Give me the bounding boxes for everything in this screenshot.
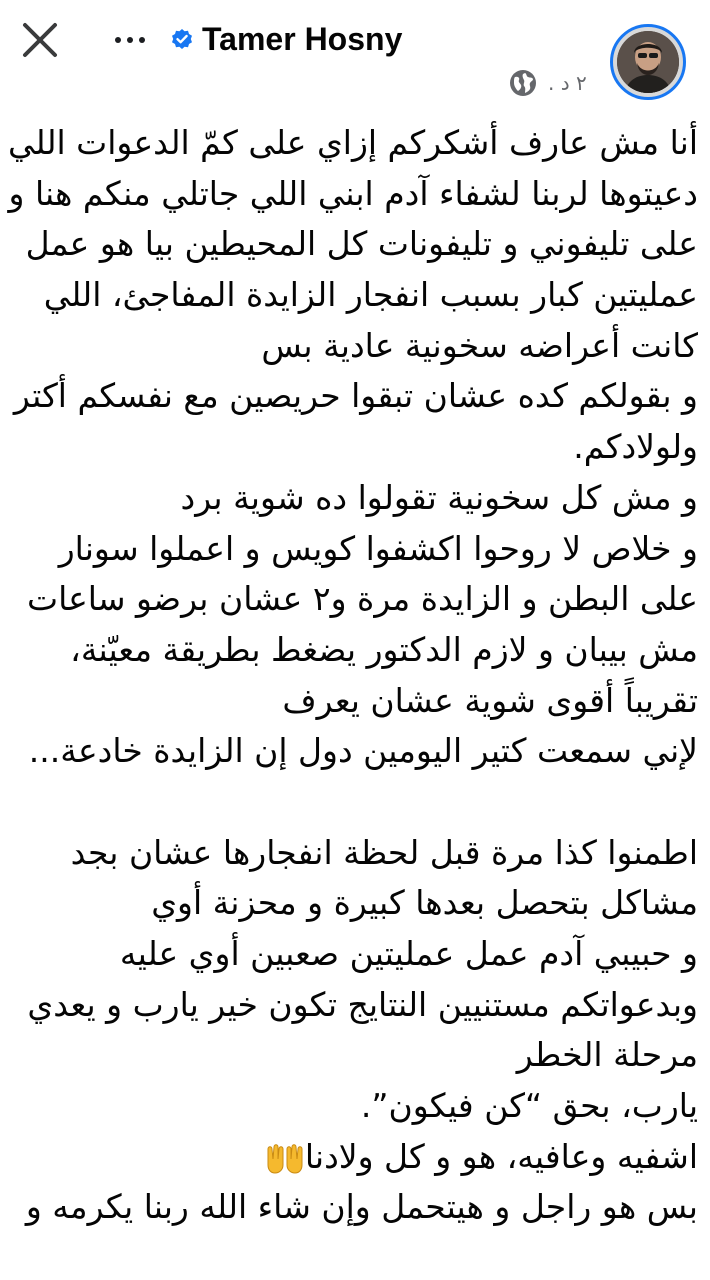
post-text-line bbox=[38, 676, 698, 727]
post-text-line-content: مشاكل بتحصل بعدها كبيرة و محزنة أوي bbox=[151, 883, 698, 923]
post-text-line-content: و حبيبي آدم عمل عمليتين صعبين أوي عليه bbox=[119, 934, 698, 973]
close-icon bbox=[20, 20, 60, 60]
post-text-line bbox=[38, 1081, 698, 1132]
post-text-line-content: و بقولكم كده عشان تبقوا حريصين مع نفسكم أكتر bbox=[13, 376, 698, 416]
verified-badge-icon bbox=[170, 27, 194, 51]
post-text-line bbox=[8, 118, 698, 169]
post-text-line bbox=[38, 777, 698, 828]
post-text-line-content: مرحلة الخطر bbox=[516, 1035, 698, 1075]
post-text-line bbox=[38, 473, 698, 524]
post-text-line bbox=[38, 878, 698, 929]
post-text-line-content: على البطن و الزايدة مرة و٢ عشان برضو ساعات bbox=[27, 579, 698, 619]
post-text-line-content: اطمنوا كذا مرة قبل لحظة انفجارها عشان بجد bbox=[70, 832, 698, 872]
post-text-line bbox=[38, 524, 698, 575]
post-text-line bbox=[38, 1132, 698, 1183]
post-text-line-content: على تليفوني و تليفونات كل المحيطين بيا هو عمل bbox=[25, 224, 698, 264]
post-text-line bbox=[28, 726, 698, 777]
post-text-line bbox=[38, 422, 698, 473]
post-text-line bbox=[8, 169, 698, 220]
post-text-line-content: و مش كل سخونية تقولوا ده شوية برد bbox=[180, 477, 698, 517]
post-text-line bbox=[27, 980, 698, 1031]
post-text-line-content: يارب، بحق “كن فيكون”. bbox=[360, 1086, 698, 1126]
post-text-line-content: ولولادكم. bbox=[573, 427, 698, 467]
globe-icon[interactable] bbox=[508, 68, 538, 98]
post-text-line-content: أنا مش عارف أشكركم إزاي على كمّ الدعوات اللي bbox=[8, 123, 698, 162]
post-text-line bbox=[27, 574, 698, 625]
post-text-line bbox=[38, 321, 698, 372]
post-text-line-content: دعيتوها لربنا لشفاء آدم ابني اللي جاتلي منكم هنا و bbox=[8, 173, 698, 213]
avatar[interactable] bbox=[610, 24, 686, 100]
post-text-line bbox=[25, 219, 698, 270]
more-options-button[interactable] bbox=[100, 22, 160, 58]
post-text-line bbox=[38, 270, 698, 321]
post-text-line-content: مش بيبان و لازم الدكتور يضغط بطريقة معيّنة، bbox=[70, 629, 698, 669]
post-text-line bbox=[38, 625, 698, 676]
palms-up-together-icon bbox=[265, 1141, 305, 1175]
post-text-line bbox=[38, 1030, 698, 1081]
avatar-photo bbox=[617, 31, 679, 93]
post-text bbox=[8, 118, 698, 1233]
more-options-icon bbox=[115, 37, 121, 43]
post-text-line-content: لإني سمعت كتير اليومين دول إن الزايدة خادعة... bbox=[28, 731, 698, 771]
post-text-line-content: وبدعواتكم مستنيين النتايج تكون خير يارب و يعدي bbox=[27, 984, 698, 1024]
post-text-line bbox=[13, 371, 698, 422]
post-text-line bbox=[25, 1182, 698, 1233]
post-text-line-content: عمليتين كبار بسبب انفجار الزايدة المفاجئ، اللي bbox=[43, 275, 698, 315]
post-text-line-content: تقريباً أقوى شوية عشان يعرف bbox=[282, 680, 698, 720]
close-button[interactable] bbox=[20, 20, 60, 60]
post-meta bbox=[508, 66, 587, 100]
post-text-line bbox=[38, 828, 698, 879]
post-text-line-content: اشفيه وعافيه، هو و كل ولادنا bbox=[304, 1136, 698, 1176]
post-text-line bbox=[38, 929, 698, 980]
post-header bbox=[0, 0, 710, 110]
post-text-line-content: بس هو راجل و هيتحمل وإن شاء الله ربنا يكرمه و bbox=[25, 1187, 698, 1227]
post-text-line-content: و خلاص لا روحوا اكشفوا كويس و اعملوا سونار bbox=[58, 528, 698, 568]
post-text-line-content: كانت أعراضه سخونية عادية بس bbox=[261, 325, 698, 365]
author-name[interactable]: Tamer Hosny bbox=[202, 20, 403, 57]
post-timestamp[interactable]: ٢ د . bbox=[548, 71, 587, 95]
author-row bbox=[170, 14, 402, 64]
